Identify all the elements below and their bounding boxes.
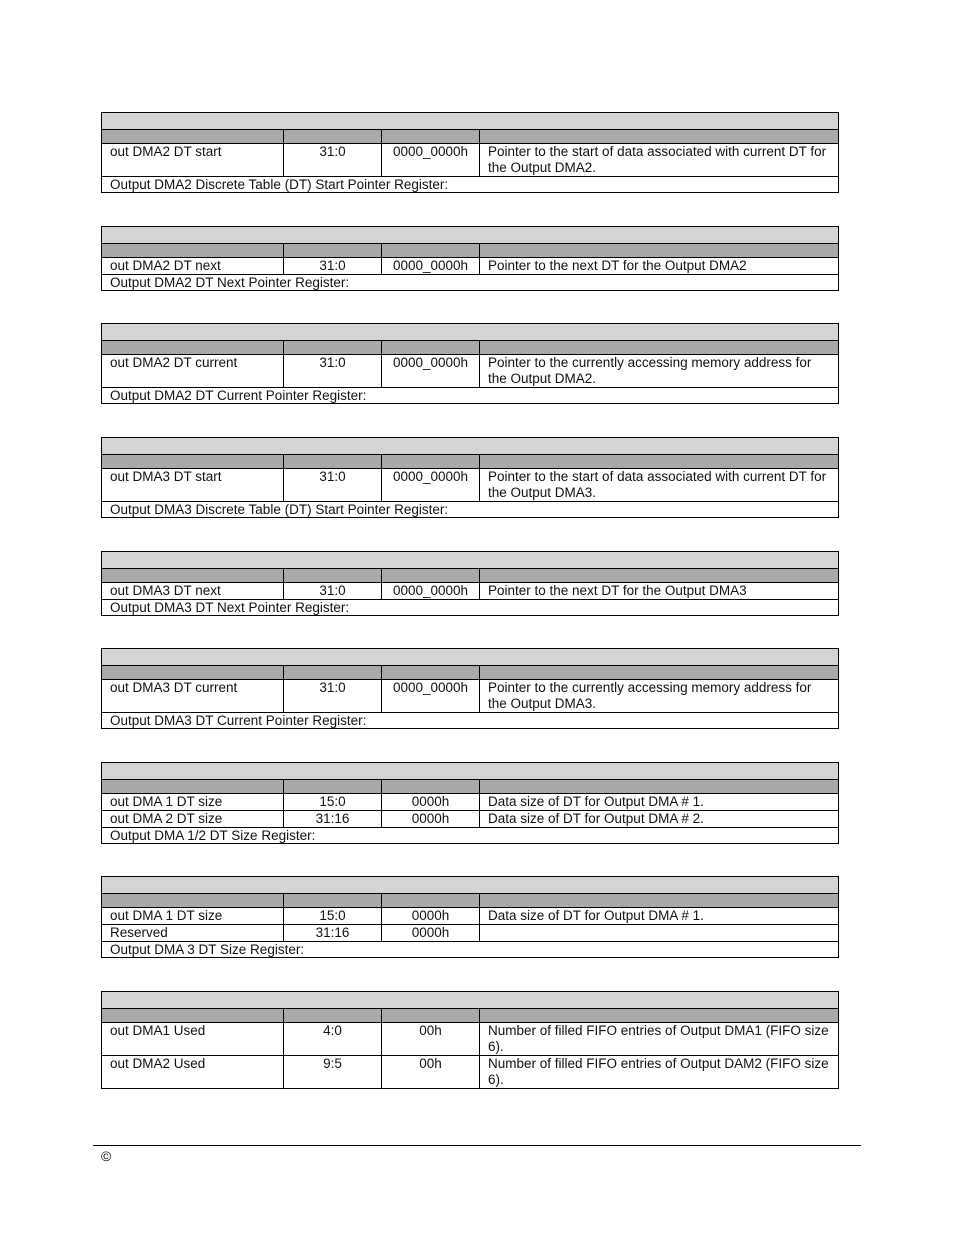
field-name: out DMA 2 DT size [102,811,284,828]
field-name: out DMA3 DT start [102,469,284,502]
register-caption: Output DMA2 Discrete Table (DT) Start Pointer Register: [102,177,839,193]
field-reset: 0000_0000h [382,583,480,600]
table-row [102,794,839,811]
field-description: Number of filled FIFO entries of Output DMA1 (FIFO size 6). [480,1023,839,1056]
register-caption: Output DMA3 DT Current Pointer Register: [102,713,839,729]
field-reset: 0000h [382,908,480,925]
register-table-fifo-used [101,991,839,1089]
table-title-bar [102,877,839,894]
register-table-dma12-dt-size [101,762,839,844]
table-title-bar [102,649,839,666]
field-description [480,925,839,942]
table-row [102,469,839,502]
field-name: out DMA2 DT next [102,258,284,275]
register-table-dma2-dt-start [101,112,839,193]
field-reset: 0000h [382,794,480,811]
field-bits: 31:16 [284,925,382,942]
table-title-bar [102,227,839,244]
register-table-dma3-dt-next [101,551,839,616]
field-bits: 31:0 [284,355,382,388]
register-caption: Output DMA 1/2 DT Size Register: [102,828,839,844]
table-row [102,583,839,600]
table-title-bar [102,992,839,1009]
register-table-dma3-dt-start [101,437,839,518]
field-bits: 15:0 [284,908,382,925]
field-description: Pointer to the currently accessing memory address for the Output DMA2. [480,355,839,388]
table-row [102,258,839,275]
field-name: out DMA2 Used [102,1056,284,1089]
field-reset: 0000_0000h [382,469,480,502]
field-name: out DMA 1 DT size [102,794,284,811]
table-title-bar [102,438,839,455]
field-description: Pointer to the start of data associated with current DT for the Output DMA2. [480,144,839,177]
field-reset: 0000h [382,811,480,828]
field-bits: 31:16 [284,811,382,828]
table-row [102,925,839,942]
field-description: Data size of DT for Output DMA # 2. [480,811,839,828]
copyright-symbol: © [101,1148,112,1164]
table-row [102,144,839,177]
field-reset: 0000h [382,925,480,942]
field-name: out DMA3 DT current [102,680,284,713]
field-bits: 4:0 [284,1023,382,1056]
table-title-bar [102,552,839,569]
field-description: Pointer to the next DT for the Output DMA2 [480,258,839,275]
table-title-bar [102,763,839,780]
table-row [102,680,839,713]
table-title-bar [102,324,839,341]
field-bits: 31:0 [284,469,382,502]
field-bits: 31:0 [284,583,382,600]
register-caption: Output DMA3 Discrete Table (DT) Start Pointer Register: [102,502,839,518]
footer-divider [93,1145,861,1146]
table-row [102,355,839,388]
field-reset: 0000_0000h [382,258,480,275]
field-bits: 9:5 [284,1056,382,1089]
field-description: Number of filled FIFO entries of Output DAM2 (FIFO size 6). [480,1056,839,1089]
register-caption: Output DMA3 DT Next Pointer Register: [102,600,839,616]
field-description: Data size of DT for Output DMA # 1. [480,794,839,811]
register-table-dma2-dt-current [101,323,839,404]
field-reset: 00h [382,1056,480,1089]
field-name: out DMA3 DT next [102,583,284,600]
table-row [102,1056,839,1089]
field-reset: 00h [382,1023,480,1056]
table-title-bar [102,113,839,130]
field-name: out DMA2 DT current [102,355,284,388]
register-table-dma3-dt-size [101,876,839,958]
register-caption: Output DMA 3 DT Size Register: [102,942,839,958]
field-name: Reserved [102,925,284,942]
table-row [102,908,839,925]
field-name: out DMA 1 DT size [102,908,284,925]
field-description: Data size of DT for Output DMA # 1. [480,908,839,925]
field-name: out DMA1 Used [102,1023,284,1056]
field-bits: 15:0 [284,794,382,811]
register-caption: Output DMA2 DT Current Pointer Register: [102,388,839,404]
field-reset: 0000_0000h [382,144,480,177]
field-reset: 0000_0000h [382,355,480,388]
table-row [102,1023,839,1056]
field-name: out DMA2 DT start [102,144,284,177]
field-bits: 31:0 [284,144,382,177]
field-description: Pointer to the currently accessing memory address for the Output DMA3. [480,680,839,713]
register-caption: Output DMA2 DT Next Pointer Register: [102,275,839,291]
register-table-dma2-dt-next [101,226,839,291]
field-reset: 0000_0000h [382,680,480,713]
table-row [102,811,839,828]
field-bits: 31:0 [284,680,382,713]
field-description: Pointer to the start of data associated with current DT for the Output DMA3. [480,469,839,502]
field-bits: 31:0 [284,258,382,275]
field-description: Pointer to the next DT for the Output DMA3 [480,583,839,600]
register-table-dma3-dt-current [101,648,839,729]
